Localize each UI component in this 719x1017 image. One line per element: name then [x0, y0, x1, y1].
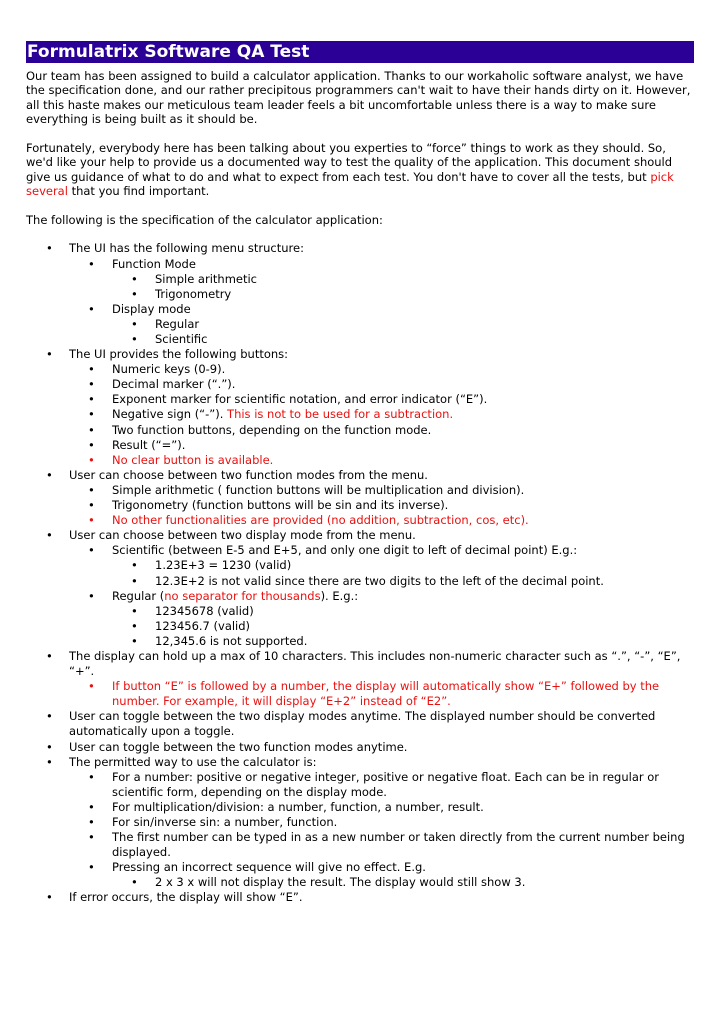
- bullet-icon: •: [46, 754, 53, 769]
- request-text-end: that you find important.: [67, 184, 210, 199]
- list-item: • 123456.7 (valid): [131, 618, 251, 633]
- bullet-icon: •: [88, 422, 95, 437]
- list-item: • Regular: [131, 316, 200, 331]
- bullet-icon: •: [46, 890, 53, 905]
- list-item: • For a number: positive or negative integer, positive or negative float. Each can be in regular or scientific form, depending on the display mode.: [88, 769, 660, 799]
- bullet-icon: •: [46, 241, 53, 256]
- document-title: Formulatrix Software QA Test: [26, 41, 694, 63]
- list-item: • 12345678 (valid): [131, 603, 254, 618]
- list-item: • The UI provides the following buttons:: [46, 347, 289, 362]
- list-item: • User can toggle between the two display modes anytime. The displayed number should be converted automatically upon a toggle.: [46, 709, 656, 739]
- document-page: [26, 41, 694, 906]
- bullet-icon: •: [46, 467, 53, 482]
- list-item: • No clear button is available.: [88, 452, 274, 467]
- bullet-icon: •: [88, 543, 95, 558]
- list-item: • Exponent marker for scientific notation, and error indicator (“E”).: [88, 392, 488, 407]
- list-item: • Trigonometry: [131, 286, 232, 301]
- bullet-icon: •: [46, 528, 53, 543]
- list-item: • Simple arithmetic: [131, 271, 257, 286]
- bullet-icon: •: [131, 618, 138, 633]
- list-item: • 12,345.6 is not supported.: [131, 633, 308, 648]
- bullet-icon: •: [131, 573, 138, 588]
- list-item: • Two function buttons, depending on the function mode.: [88, 422, 432, 437]
- bullet-icon: •: [88, 377, 95, 392]
- bullet-icon: •: [88, 256, 95, 271]
- bullet-icon: •: [131, 332, 138, 346]
- bullet-icon: •: [88, 513, 95, 528]
- bullet-icon: •: [88, 498, 95, 513]
- bullet-icon: •: [88, 679, 95, 694]
- list-item: • If button “E” is followed by a number, the display will automatically show “E+” followed by the number. For example, it will display “E+2” instead of “E2”.: [88, 679, 660, 709]
- list-item: • 1.23E+3 = 1230 (valid): [131, 558, 292, 573]
- bullet-icon: •: [46, 648, 53, 663]
- bullet-icon: •: [88, 588, 95, 603]
- list-item: • User can toggle between the two function modes anytime.: [46, 739, 408, 754]
- list-item: • The display can hold up a max of 10 characters. This includes non-numeric character such as “.”, “-”, “E”, “+”.: [46, 648, 681, 679]
- spec-list: [26, 241, 694, 905]
- bullet-icon: •: [131, 603, 138, 618]
- bullet-icon: •: [88, 407, 95, 422]
- request-text: Fortunately, everybody here has been talking about you experties to “force” things to work as they should. So, we'd like your help to provide us a documented way to test the quality of the application. This document should give us guidance of what to do and what to expect from each test. You don't have to cover all the tests, but: [26, 141, 673, 184]
- bullet-icon: •: [131, 558, 138, 573]
- list-item: • The permitted way to use the calculator is:: [46, 754, 317, 769]
- list-item: • Display mode: [88, 301, 191, 316]
- list-item: • For multiplication/division: a number, function, a number, result.: [88, 799, 484, 814]
- list-item: • For sin/inverse sin: a number, function.: [88, 815, 338, 829]
- list-item: • The UI has the following menu structure:: [46, 241, 304, 256]
- request-paragraph: [26, 141, 694, 199]
- bullet-icon: •: [88, 301, 95, 316]
- list-item: • User can choose between two display mode from the menu.: [46, 528, 416, 543]
- bullet-icon: •: [88, 482, 95, 497]
- bullet-icon: •: [46, 709, 53, 724]
- list-item: • Scientific: [131, 332, 208, 346]
- bullet-icon: •: [46, 739, 53, 754]
- list-item: • 2 x 3 x will not display the result. The display would still show 3.: [131, 875, 526, 890]
- list-item: • Regular (no separator for thousands). E.g.:: [88, 588, 359, 603]
- bullet-icon: •: [131, 271, 138, 286]
- list-item: • Decimal marker (“.”).: [88, 377, 236, 392]
- list-item: • Function Mode: [88, 256, 196, 271]
- bullet-icon: •: [46, 347, 53, 362]
- intro-paragraph: Our team has been assigned to build a calculator application. Thanks to our workaholic software analyst, we have the specification done, and our rather precipitous programmers can't wait to have their hands dirty on it. However, all this haste makes our meticulous team leader feels a bit uncomfortable unless there is a way to make sure everything is being built as it should be.: [26, 69, 691, 127]
- bullet-icon: •: [88, 769, 95, 784]
- list-item: • Numeric keys (0-9).: [88, 362, 226, 377]
- list-item: • Simple arithmetic ( function buttons will be multiplication and division).: [88, 482, 525, 497]
- bullet-icon: •: [88, 437, 95, 452]
- list-item: • Negative sign (“-”). This is not to be used for a subtraction.: [88, 407, 454, 422]
- list-item: • Result (“=”).: [88, 437, 186, 452]
- list-item: • Scientific (between E-5 and E+5, and only one digit to left of decimal point) E.g.:: [88, 543, 578, 558]
- spec-intro: The following is the specification of the calculator application:: [26, 213, 383, 228]
- bullet-icon: •: [88, 830, 95, 845]
- list-item: • No other functionalities are provided (no addition, subtraction, cos, etc).: [88, 513, 529, 528]
- bullet-icon: •: [88, 860, 95, 875]
- bullet-icon: •: [131, 286, 138, 301]
- list-item: • The first number can be typed in as a new number or taken directly from the current number being displayed.: [88, 830, 685, 860]
- bullet-icon: •: [88, 362, 95, 377]
- bullet-icon: •: [88, 452, 95, 467]
- bullet-icon: •: [131, 633, 138, 648]
- bullet-icon: •: [88, 799, 95, 814]
- list-item: • Trigonometry (function buttons will be sin and its inverse).: [88, 498, 449, 513]
- list-item: • 12.3E+2 is not valid since there are two digits to the left of the decimal point.: [131, 573, 604, 588]
- bullet-icon: •: [88, 815, 95, 829]
- bullet-icon: •: [131, 316, 138, 331]
- pick-several-highlight: pick several: [26, 169, 674, 199]
- list-item: • User can choose between two function modes from the menu.: [46, 467, 428, 482]
- list-item: • Pressing an incorrect sequence will give no effect. E.g.: [88, 860, 426, 875]
- bullet-icon: •: [131, 875, 138, 890]
- bullet-icon: •: [88, 392, 95, 407]
- list-item: • If error occurs, the display will show “E”.: [46, 890, 303, 905]
